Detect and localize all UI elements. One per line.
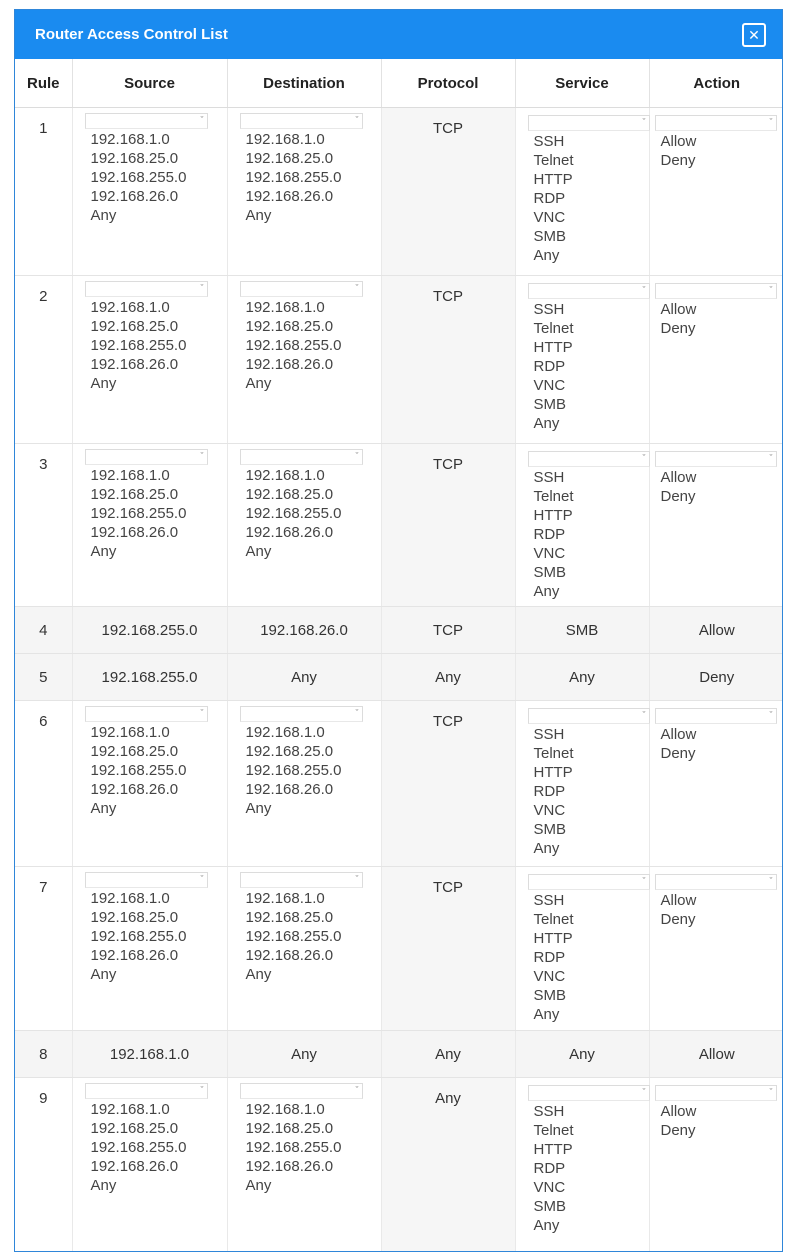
destination-select-header[interactable] xyxy=(240,872,363,888)
service-option[interactable]: VNC xyxy=(533,802,566,819)
action-option[interactable]: Allow xyxy=(660,726,697,743)
service-option[interactable]: RDP xyxy=(533,358,566,375)
destination-select[interactable] xyxy=(240,113,363,225)
destination-select-header[interactable] xyxy=(240,281,363,297)
service-option[interactable]: Any xyxy=(533,583,560,600)
destination-option[interactable]: Any xyxy=(245,375,272,392)
source-select[interactable] xyxy=(85,281,208,393)
action-select-header[interactable] xyxy=(655,874,777,890)
chevron-down-icon: ˇ xyxy=(642,876,646,886)
source-option[interactable]: Any xyxy=(90,800,117,817)
service-select[interactable] xyxy=(528,451,650,601)
service-option[interactable]: Telnet xyxy=(533,152,574,169)
service-option[interactable]: Any xyxy=(533,840,560,857)
source-select[interactable] xyxy=(85,1083,208,1195)
service-option[interactable]: Any xyxy=(533,1217,560,1234)
action-select[interactable] xyxy=(655,115,777,170)
destination-option[interactable]: 192.168.26.0 xyxy=(245,947,334,964)
source-option[interactable]: 192.168.26.0 xyxy=(90,356,179,373)
title-bar xyxy=(15,10,782,59)
rule-action-cell xyxy=(649,867,783,1031)
chevron-down-icon: ˇ xyxy=(200,451,204,461)
source-select-header[interactable] xyxy=(85,113,208,129)
source-option[interactable]: 192.168.1.0 xyxy=(90,1101,170,1118)
action-select-header[interactable] xyxy=(655,115,777,131)
source-option[interactable]: Any xyxy=(90,1177,117,1194)
service-option[interactable]: RDP xyxy=(533,526,566,543)
rule-number-cell: 9 xyxy=(15,1078,72,1252)
chevron-down-icon: ˇ xyxy=(642,710,646,720)
rule-source-cell: 192.168.1.0 xyxy=(72,1031,227,1078)
rule-action-cell xyxy=(649,701,783,867)
source-select-header[interactable] xyxy=(85,449,208,465)
action-option[interactable]: Deny xyxy=(660,1122,696,1139)
chevron-down-icon: ˇ xyxy=(769,1087,773,1097)
action-option[interactable]: Allow xyxy=(660,1103,697,1120)
source-select[interactable] xyxy=(85,872,208,984)
rule-service-cell xyxy=(515,276,649,444)
rule-row xyxy=(15,276,783,444)
action-select[interactable] xyxy=(655,708,777,763)
source-select[interactable] xyxy=(85,449,208,561)
destination-option[interactable]: 192.168.1.0 xyxy=(245,131,325,148)
rule-protocol-cell: TCP xyxy=(381,276,515,444)
rule-number-cell: 1 xyxy=(15,108,72,276)
rule-row xyxy=(15,701,783,867)
rule-destination-cell xyxy=(227,276,381,444)
source-option[interactable]: 192.168.25.0 xyxy=(90,150,179,167)
destination-option[interactable]: 192.168.25.0 xyxy=(245,486,334,503)
service-option[interactable]: Any xyxy=(533,1006,560,1023)
rule-destination-cell: 192.168.26.0 xyxy=(227,607,381,654)
rule-action-cell xyxy=(649,276,783,444)
destination-option[interactable]: 192.168.1.0 xyxy=(245,299,325,316)
service-option[interactable]: HTTP xyxy=(533,339,573,356)
service-select-header[interactable] xyxy=(528,874,650,890)
source-option[interactable]: Any xyxy=(90,207,117,224)
rule-number-cell: 7 xyxy=(15,867,72,1031)
service-option[interactable]: Telnet xyxy=(533,745,574,762)
rule-source-cell xyxy=(72,701,227,867)
rule-destination-cell xyxy=(227,701,381,867)
service-option[interactable]: SMB xyxy=(533,564,567,581)
source-option[interactable]: 192.168.255.0 xyxy=(90,762,187,779)
source-option[interactable]: 192.168.1.0 xyxy=(90,131,170,148)
destination-option[interactable]: 192.168.1.0 xyxy=(245,467,325,484)
service-option[interactable]: Telnet xyxy=(533,320,574,337)
action-option[interactable]: Deny xyxy=(660,745,696,762)
service-option[interactable]: RDP xyxy=(533,1160,566,1177)
service-select[interactable] xyxy=(528,1085,650,1235)
rule-destination-cell xyxy=(227,108,381,276)
source-option[interactable]: Any xyxy=(90,966,117,983)
chevron-down-icon: ˇ xyxy=(642,1087,646,1097)
destination-option[interactable]: 192.168.1.0 xyxy=(245,1101,325,1118)
service-option[interactable]: VNC xyxy=(533,545,566,562)
destination-select[interactable] xyxy=(240,281,363,393)
service-select[interactable] xyxy=(528,874,650,1024)
rule-row xyxy=(15,607,783,654)
action-option[interactable]: Allow xyxy=(660,301,697,318)
service-option[interactable]: HTTP xyxy=(533,764,573,781)
service-option[interactable]: SSH xyxy=(533,301,565,318)
destination-select-header[interactable] xyxy=(240,113,363,129)
service-option[interactable]: Telnet xyxy=(533,488,574,505)
chevron-down-icon: ˇ xyxy=(355,1085,359,1095)
column-header-action: Action xyxy=(649,59,783,108)
chevron-down-icon: ˇ xyxy=(355,283,359,293)
destination-option[interactable]: 192.168.25.0 xyxy=(245,1120,334,1137)
destination-option[interactable]: 192.168.25.0 xyxy=(245,150,334,167)
source-select[interactable] xyxy=(85,113,208,225)
chevron-down-icon: ˇ xyxy=(642,453,646,463)
destination-option[interactable]: 192.168.26.0 xyxy=(245,1158,334,1175)
service-option[interactable]: VNC xyxy=(533,1179,566,1196)
source-option[interactable]: Any xyxy=(90,543,117,560)
service-option[interactable]: HTTP xyxy=(533,507,573,524)
source-option[interactable]: 192.168.26.0 xyxy=(90,188,179,205)
chevron-down-icon: ˇ xyxy=(355,451,359,461)
column-header-service: Service xyxy=(515,59,649,108)
rule-destination-cell xyxy=(227,867,381,1031)
service-select-header[interactable] xyxy=(528,451,650,467)
source-option[interactable]: 192.168.26.0 xyxy=(90,524,179,541)
dialog-title: Router Access Control List xyxy=(35,26,228,43)
rule-row xyxy=(15,867,783,1031)
destination-option[interactable]: 192.168.25.0 xyxy=(245,743,334,760)
rule-action-cell xyxy=(649,108,783,276)
action-select-header[interactable] xyxy=(655,1085,777,1101)
source-option[interactable]: 192.168.25.0 xyxy=(90,486,179,503)
service-option[interactable]: SSH xyxy=(533,1103,565,1120)
rule-protocol-cell: Any xyxy=(381,654,515,701)
source-option[interactable]: 192.168.255.0 xyxy=(90,337,187,354)
destination-select[interactable] xyxy=(240,449,363,561)
source-select-header[interactable] xyxy=(85,1083,208,1099)
destination-select-header[interactable] xyxy=(240,706,363,722)
source-option[interactable]: 192.168.26.0 xyxy=(90,781,179,798)
rule-service-cell xyxy=(515,1078,649,1252)
destination-select-header[interactable] xyxy=(240,1083,363,1099)
source-option[interactable]: 192.168.1.0 xyxy=(90,890,170,907)
source-option[interactable]: 192.168.1.0 xyxy=(90,299,170,316)
table-header-row xyxy=(15,59,783,108)
source-option[interactable]: 192.168.255.0 xyxy=(90,1139,187,1156)
action-option[interactable]: Deny xyxy=(660,320,696,337)
column-header-protocol: Protocol xyxy=(381,59,515,108)
service-option[interactable]: HTTP xyxy=(533,930,573,947)
destination-option[interactable]: 192.168.1.0 xyxy=(245,890,325,907)
source-option[interactable]: 192.168.1.0 xyxy=(90,467,170,484)
rule-service-cell: SMB xyxy=(515,607,649,654)
destination-option[interactable]: 192.168.255.0 xyxy=(245,505,342,522)
service-option[interactable]: SSH xyxy=(533,469,565,486)
destination-option[interactable]: 192.168.1.0 xyxy=(245,724,325,741)
source-option[interactable]: 192.168.25.0 xyxy=(90,743,179,760)
destination-option[interactable]: 192.168.255.0 xyxy=(245,928,342,945)
action-option[interactable]: Deny xyxy=(660,911,696,928)
rule-destination-cell: Any xyxy=(227,1031,381,1078)
rule-service-cell xyxy=(515,867,649,1031)
rule-destination-cell xyxy=(227,1078,381,1252)
source-option[interactable]: 192.168.25.0 xyxy=(90,909,179,926)
chevron-down-icon: ˇ xyxy=(769,710,773,720)
action-select[interactable] xyxy=(655,874,777,929)
column-header-destination: Destination xyxy=(227,59,381,108)
column-header-rule: Rule xyxy=(15,59,72,108)
service-option[interactable]: SSH xyxy=(533,892,565,909)
service-option[interactable]: Telnet xyxy=(533,911,574,928)
chevron-down-icon: ˇ xyxy=(200,1085,204,1095)
rule-action-cell xyxy=(649,444,783,607)
rule-source-cell xyxy=(72,108,227,276)
rule-rule-cell: 8 xyxy=(15,1031,72,1078)
service-select[interactable] xyxy=(528,283,650,433)
destination-select-header[interactable] xyxy=(240,449,363,465)
destination-option[interactable]: 192.168.25.0 xyxy=(245,318,334,335)
service-option[interactable]: VNC xyxy=(533,377,566,394)
rule-service-cell xyxy=(515,108,649,276)
destination-select[interactable] xyxy=(240,872,363,984)
chevron-down-icon: ˇ xyxy=(200,115,204,125)
service-select-header[interactable] xyxy=(528,115,650,131)
rule-number-cell: 2 xyxy=(15,276,72,444)
chevron-down-icon: ˇ xyxy=(642,285,646,295)
service-option[interactable]: SSH xyxy=(533,726,565,743)
destination-option[interactable]: Any xyxy=(245,800,272,817)
service-option[interactable]: SMB xyxy=(533,1198,567,1215)
service-option[interactable]: SMB xyxy=(533,987,567,1004)
action-select[interactable] xyxy=(655,451,777,506)
service-option[interactable]: HTTP xyxy=(533,1141,573,1158)
destination-option[interactable]: 192.168.26.0 xyxy=(245,781,334,798)
rule-source-cell xyxy=(72,444,227,607)
rule-rule-cell: 4 xyxy=(15,607,72,654)
chevron-down-icon: ˇ xyxy=(200,283,204,293)
rule-action-cell xyxy=(649,1078,783,1252)
rule-protocol-cell: Any xyxy=(381,1031,515,1078)
action-option[interactable]: Deny xyxy=(660,488,696,505)
destination-option[interactable]: Any xyxy=(245,207,272,224)
service-option[interactable]: Any xyxy=(533,415,560,432)
rule-protocol-cell: TCP xyxy=(381,444,515,607)
source-select-header[interactable] xyxy=(85,872,208,888)
rule-source-cell: 192.168.255.0 xyxy=(72,607,227,654)
rule-source-cell xyxy=(72,867,227,1031)
service-option[interactable]: SSH xyxy=(533,133,565,150)
action-option[interactable]: Allow xyxy=(660,892,697,909)
action-select-header[interactable] xyxy=(655,708,777,724)
destination-option[interactable]: Any xyxy=(245,966,272,983)
source-option[interactable]: 192.168.26.0 xyxy=(90,947,179,964)
service-option[interactable]: VNC xyxy=(533,209,566,226)
chevron-down-icon: ˇ xyxy=(769,117,773,127)
service-select-header[interactable] xyxy=(528,283,650,299)
destination-option[interactable]: Any xyxy=(245,1177,272,1194)
source-option[interactable]: 192.168.1.0 xyxy=(90,724,170,741)
service-option[interactable]: VNC xyxy=(533,968,566,985)
rule-destination-cell xyxy=(227,444,381,607)
rule-service-cell xyxy=(515,444,649,607)
rule-destination-cell: Any xyxy=(227,654,381,701)
rule-source-cell xyxy=(72,276,227,444)
service-option[interactable]: RDP xyxy=(533,190,566,207)
source-option[interactable]: 192.168.255.0 xyxy=(90,169,187,186)
rule-service-cell xyxy=(515,701,649,867)
action-select-header[interactable] xyxy=(655,451,777,467)
rule-number-cell: 6 xyxy=(15,701,72,867)
chevron-down-icon: ˇ xyxy=(200,708,204,718)
destination-option[interactable]: 192.168.255.0 xyxy=(245,337,342,354)
chevron-down-icon: ˇ xyxy=(642,117,646,127)
service-option[interactable]: SMB xyxy=(533,396,567,413)
acl-table xyxy=(15,59,783,1252)
rule-row xyxy=(15,444,783,607)
service-select[interactable] xyxy=(528,115,650,265)
source-select-header[interactable] xyxy=(85,706,208,722)
close-button[interactable] xyxy=(742,23,766,47)
destination-option[interactable]: Any xyxy=(245,543,272,560)
source-option[interactable]: Any xyxy=(90,375,117,392)
service-option[interactable]: RDP xyxy=(533,783,566,800)
service-select[interactable] xyxy=(528,708,650,858)
rule-action-cell: Allow xyxy=(649,607,783,654)
close-icon: ✕ xyxy=(748,26,760,43)
chevron-down-icon: ˇ xyxy=(200,874,204,884)
service-option[interactable]: SMB xyxy=(533,228,567,245)
chevron-down-icon: ˇ xyxy=(769,285,773,295)
destination-option[interactable]: 192.168.255.0 xyxy=(245,762,342,779)
source-option[interactable]: 192.168.255.0 xyxy=(90,928,187,945)
rule-service-cell: Any xyxy=(515,654,649,701)
chevron-down-icon: ˇ xyxy=(355,708,359,718)
destination-option[interactable]: 192.168.26.0 xyxy=(245,356,334,373)
rule-row xyxy=(15,108,783,276)
source-select[interactable] xyxy=(85,706,208,818)
rule-row xyxy=(15,1031,783,1078)
service-option[interactable]: Any xyxy=(533,247,560,264)
destination-option[interactable]: 192.168.255.0 xyxy=(245,169,342,186)
source-option[interactable]: 192.168.26.0 xyxy=(90,1158,179,1175)
rule-protocol-cell: TCP xyxy=(381,701,515,867)
column-header-source: Source xyxy=(72,59,227,108)
rule-row xyxy=(15,654,783,701)
service-select-header[interactable] xyxy=(528,708,650,724)
rule-action-cell: Allow xyxy=(649,1031,783,1078)
rule-number-cell: 3 xyxy=(15,444,72,607)
rule-row xyxy=(15,1078,783,1252)
chevron-down-icon: ˇ xyxy=(769,453,773,463)
service-option[interactable]: Telnet xyxy=(533,1122,574,1139)
source-option[interactable]: 192.168.25.0 xyxy=(90,318,179,335)
rule-protocol-cell: Any xyxy=(381,1078,515,1252)
action-select[interactable] xyxy=(655,1085,777,1140)
acl-dialog xyxy=(14,9,783,1252)
source-option[interactable]: 192.168.25.0 xyxy=(90,1120,179,1137)
action-option[interactable]: Allow xyxy=(660,133,697,150)
service-option[interactable]: HTTP xyxy=(533,171,573,188)
action-option[interactable]: Allow xyxy=(660,469,697,486)
destination-option[interactable]: 192.168.26.0 xyxy=(245,188,334,205)
destination-select[interactable] xyxy=(240,1083,363,1195)
rule-rule-cell: 5 xyxy=(15,654,72,701)
rule-protocol-cell: TCP xyxy=(381,867,515,1031)
chevron-down-icon: ˇ xyxy=(355,874,359,884)
source-option[interactable]: 192.168.255.0 xyxy=(90,505,187,522)
source-select-header[interactable] xyxy=(85,281,208,297)
service-select-header[interactable] xyxy=(528,1085,650,1101)
service-option[interactable]: SMB xyxy=(533,821,567,838)
rule-protocol-cell: TCP xyxy=(381,607,515,654)
rule-protocol-cell: TCP xyxy=(381,108,515,276)
destination-option[interactable]: 192.168.255.0 xyxy=(245,1139,342,1156)
destination-option[interactable]: 192.168.25.0 xyxy=(245,909,334,926)
action-select[interactable] xyxy=(655,283,777,338)
chevron-down-icon: ˇ xyxy=(769,876,773,886)
action-select-header[interactable] xyxy=(655,283,777,299)
service-option[interactable]: RDP xyxy=(533,949,566,966)
destination-select[interactable] xyxy=(240,706,363,818)
rule-source-cell xyxy=(72,1078,227,1252)
rule-source-cell: 192.168.255.0 xyxy=(72,654,227,701)
action-option[interactable]: Deny xyxy=(660,152,696,169)
destination-option[interactable]: 192.168.26.0 xyxy=(245,524,334,541)
rule-action-cell: Deny xyxy=(649,654,783,701)
rule-service-cell: Any xyxy=(515,1031,649,1078)
chevron-down-icon: ˇ xyxy=(355,115,359,125)
